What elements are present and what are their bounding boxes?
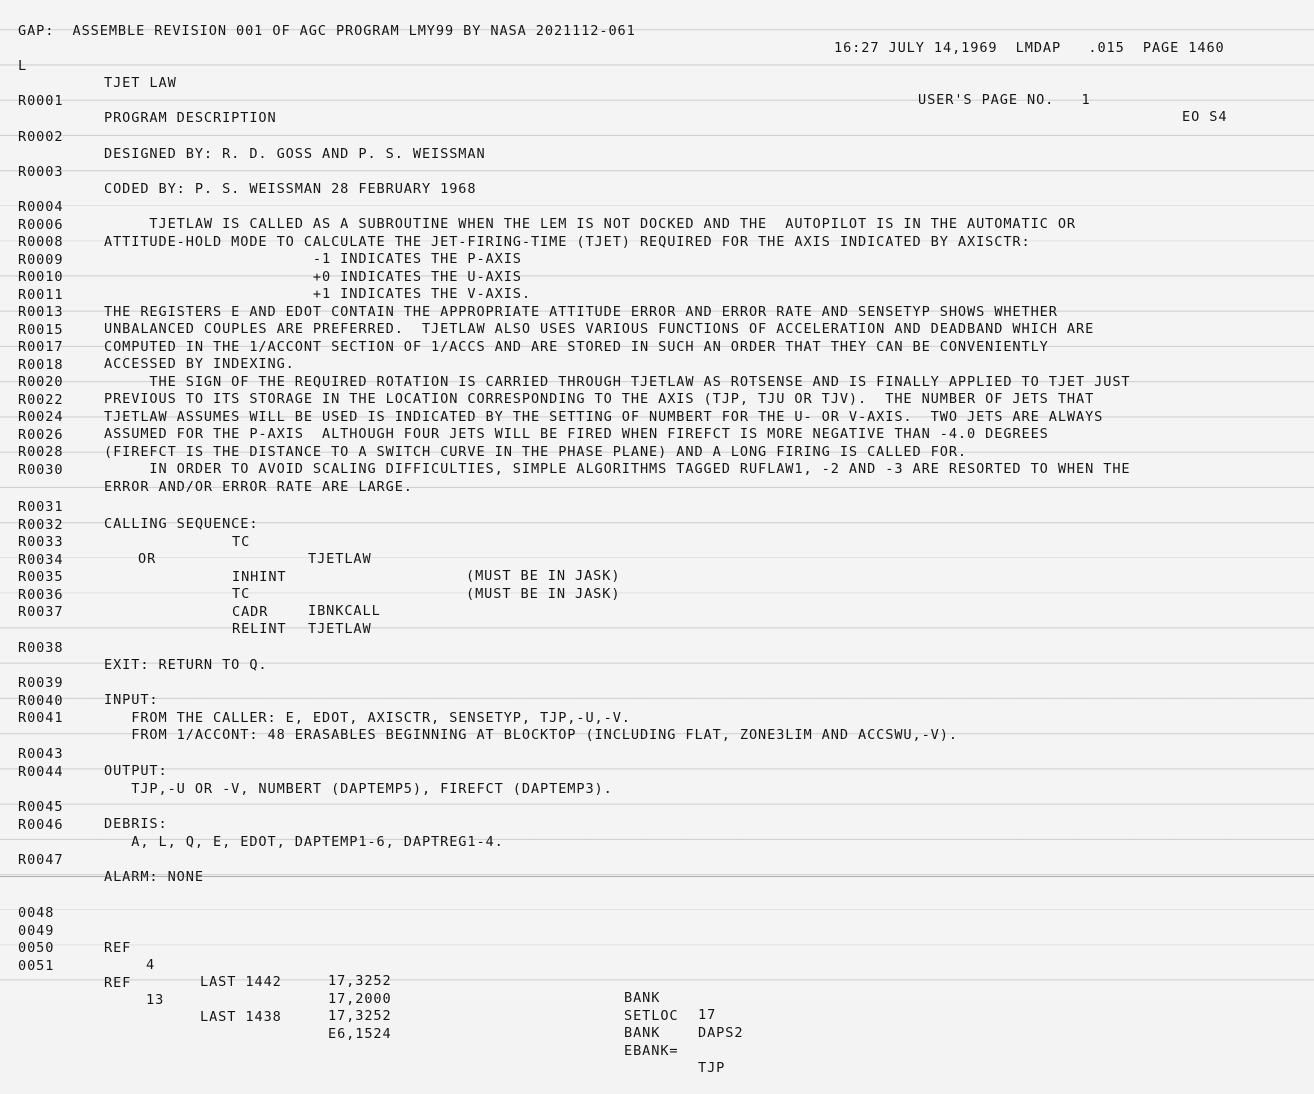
operand: TJP (698, 1059, 726, 1076)
line-number: 0048 (18, 905, 55, 921)
line-text: CODED BY: P. S. WEISSMAN 28 FEBRUARY 1968 (104, 181, 477, 197)
line-text: TJETLAW ASSUMES WILL BE USED IS INDICATED BY THE SETTING OF NUMBERT FOR THE U- OR V-AXIS. TWO JETS ARE ALWAYS (104, 408, 1104, 425)
operand: DAPS2 (698, 1024, 744, 1041)
line-text: OUTPUT: (104, 763, 168, 779)
line-id: R0018 (18, 356, 64, 373)
line-text: THE REGISTERS E AND EDOT CONTAIN THE APPROPRIATE ATTITUDE ERROR AND ERROR RATE AND SENSETYP SHOWS WHETHER (104, 303, 1058, 320)
address: 17,3252 (328, 973, 392, 989)
line-id: R0041 (18, 710, 64, 726)
line-id: R0011 (18, 286, 64, 303)
line-text: THE SIGN OF THE REQUIRED ROTATION IS CARRIED THROUGH TJETLAW AS ROTSENSE AND IS FINALLY APPLIED TO TJET JUST (104, 373, 1131, 390)
line-text: PREVIOUS TO ITS STORAGE IN THE LOCATION CORRESPONDING TO THE AXIS (TJP, TJU OR TJV). THE NUMBER OF JETS THAT (104, 391, 1095, 407)
line-id: R0024 (18, 409, 64, 425)
line-id: R0015 (18, 321, 64, 338)
line-id: R0026 (18, 426, 64, 443)
ref-count: 13 (146, 991, 165, 1008)
line-id: R0017 (18, 339, 64, 355)
line-id: R0008 (18, 234, 64, 250)
line-number: 0049 (18, 922, 55, 939)
line-comment: (MUST BE IN JASK) (466, 585, 621, 602)
line-id: R0013 (18, 304, 64, 320)
line-id: R0031 (18, 499, 64, 515)
operand: TJETLAW (308, 620, 372, 637)
line-text: TJETLAW IS CALLED AS A SUBROUTINE WHEN THE LEM IS NOT DOCKED AND THE AUTOPILOT IS IN THE AUTOMATIC OR (104, 216, 1077, 232)
line-id: R0047 (18, 852, 64, 868)
line-text: FROM 1/ACCONT: 48 ERASABLES BEGINNING AT BLOCKTOP (INCLUDING FLAT, ZONE3LIM AND ACCSWU,-V). (104, 727, 958, 743)
listing-header (0, 6, 1225, 56)
last-ref: LAST 1438 (200, 1008, 282, 1025)
address: 17,2000 (328, 990, 392, 1007)
opcode: INHINT (232, 568, 287, 585)
section-divider (0, 876, 1314, 877)
line-text: -1 INDICATES THE P-AXIS (104, 251, 522, 267)
line-id: R0039 (18, 675, 64, 691)
operand: 17 (698, 1007, 717, 1023)
line-id: R0032 (18, 516, 64, 533)
last-ref: LAST 1442 (200, 973, 282, 990)
line-text: ATTITUDE-HOLD MODE TO CALCULATE THE JET-FIRING-TIME (TJET) REQUIRED FOR THE AXIS INDICATED BY AXISCTR: (104, 233, 1031, 250)
line-text: FROM THE CALLER: E, EDOT, AXISCTR, SENSETYP, TJP,-U,-V. (104, 709, 631, 726)
line-id: R0004 (18, 199, 64, 215)
line-text: COMPUTED IN THE 1/ACCONT SECTION OF 1/ACCS AND ARE STORED IN SUCH AN ORDER THAT THEY CAN BE CONVENIENTLY (104, 338, 1049, 355)
line-text: OR (138, 551, 157, 567)
line-number: 0051 (18, 957, 55, 974)
line-id: R0002 (18, 129, 64, 145)
line-id: R0009 (18, 251, 64, 268)
line-text: DEBRIS: (104, 816, 168, 832)
line-text: A, L, Q, E, EDOT, DAPTEMP1-6, DAPTREG1-4. (104, 833, 504, 850)
ref-count: 4 (146, 956, 156, 973)
line-id: R0046 (18, 816, 64, 833)
opcode: BANK (624, 1025, 661, 1041)
ref-tag: REF (104, 974, 132, 991)
line-id: R0006 (18, 216, 64, 233)
address: E6,1524 (328, 1025, 392, 1042)
line-text: IN ORDER TO AVOID SCALING DIFFICULTIES, SIMPLE ALGORITHMS TAGGED RUFLAW1, -2 AND -3 ARE RESORTED TO WHEN THE (104, 461, 1131, 477)
title-code: EO S4 (1182, 109, 1228, 125)
line-text: ERROR AND/OR ERROR RATE ARE LARGE. (104, 478, 413, 495)
header-left: GAP: ASSEMBLE REVISION 001 OF AGC PROGRAM LMY99 BY NASA 2021112-061 (18, 23, 636, 39)
line-id: R0022 (18, 391, 64, 408)
line-id: R0020 (18, 374, 64, 390)
opcode: TC (232, 533, 251, 550)
line-id: R0037 (18, 604, 64, 620)
opcode: RELINT (232, 621, 287, 637)
line-id: R0001 (18, 93, 64, 109)
opcode: EBANK= (624, 1042, 679, 1059)
line-comment: (MUST BE IN JASK) (466, 567, 621, 584)
line-id: R0033 (18, 534, 64, 550)
line-id: R0035 (18, 569, 64, 585)
line-id: R0010 (18, 269, 64, 285)
line-id: R0036 (18, 586, 64, 603)
line-id: R0045 (18, 799, 64, 815)
opcode: TC (232, 586, 251, 602)
line-id: R0028 (18, 444, 64, 460)
title-flag: L (18, 58, 28, 74)
title-name: TJET LAW (104, 75, 177, 91)
line-text: INPUT: (104, 692, 159, 708)
line-text: TJP,-U OR -V, NUMBERT (DAPTEMP5), FIREFCT (DAPTEMP3). (104, 780, 613, 797)
opcode: BANK (624, 990, 661, 1006)
line-id: R0040 (18, 692, 64, 709)
header-right: 16:27 JULY 14,1969 LMDAP .015 PAGE 1460 (834, 40, 1225, 56)
line-id: R0044 (18, 763, 64, 780)
line-text: ASSUMED FOR THE P-AXIS ALTHOUGH FOUR JETS WILL BE FIRED WHEN FIREFCT IS MORE NEGATIVE THAN -4.0 DEGREES (104, 426, 1049, 442)
line-text: EXIT: RETURN TO Q. (104, 657, 268, 673)
opcode: SETLOC (624, 1007, 679, 1024)
line-text: ACCESSED BY INDEXING. (104, 356, 295, 372)
line-id: R0030 (18, 461, 64, 478)
opcode: CADR (232, 603, 269, 620)
line-number: 0050 (18, 940, 55, 956)
line-id: R0038 (18, 640, 64, 656)
operand: TJETLAW (308, 550, 372, 567)
ref-tag: REF (104, 939, 132, 956)
operand: IBNKCALL (308, 603, 381, 619)
line-text: UNBALANCED COUPLES ARE PREFERRED. TJETLAW ALSO USES VARIOUS FUNCTIONS OF ACCELERATION AND DEADBAND WHICH ARE (104, 321, 1095, 337)
line-text: CALLING SEQUENCE: (104, 516, 259, 532)
remark-line (0, 835, 204, 885)
user-page-number: USER'S PAGE NO. 1 (918, 92, 1091, 108)
line-text: PROGRAM DESCRIPTION (104, 110, 277, 126)
line-text: DESIGNED BY: R. D. GOSS AND P. S. WEISSMAN (104, 146, 486, 162)
line-text: ALARM: NONE (104, 869, 204, 885)
line-id: R0043 (18, 746, 64, 762)
address: 17,3252 (328, 1008, 392, 1024)
line-text: +0 INDICATES THE U-AXIS (104, 268, 522, 285)
line-id: R0034 (18, 551, 64, 568)
line-text: +1 INDICATES THE V-AXIS. (104, 286, 531, 302)
line-id: R0003 (18, 164, 64, 180)
line-text: (FIREFCT IS THE DISTANCE TO A SWITCH CURVE IN THE PHASE PLANE) AND A LONG FIRING IS CALLED FOR. (104, 443, 967, 460)
